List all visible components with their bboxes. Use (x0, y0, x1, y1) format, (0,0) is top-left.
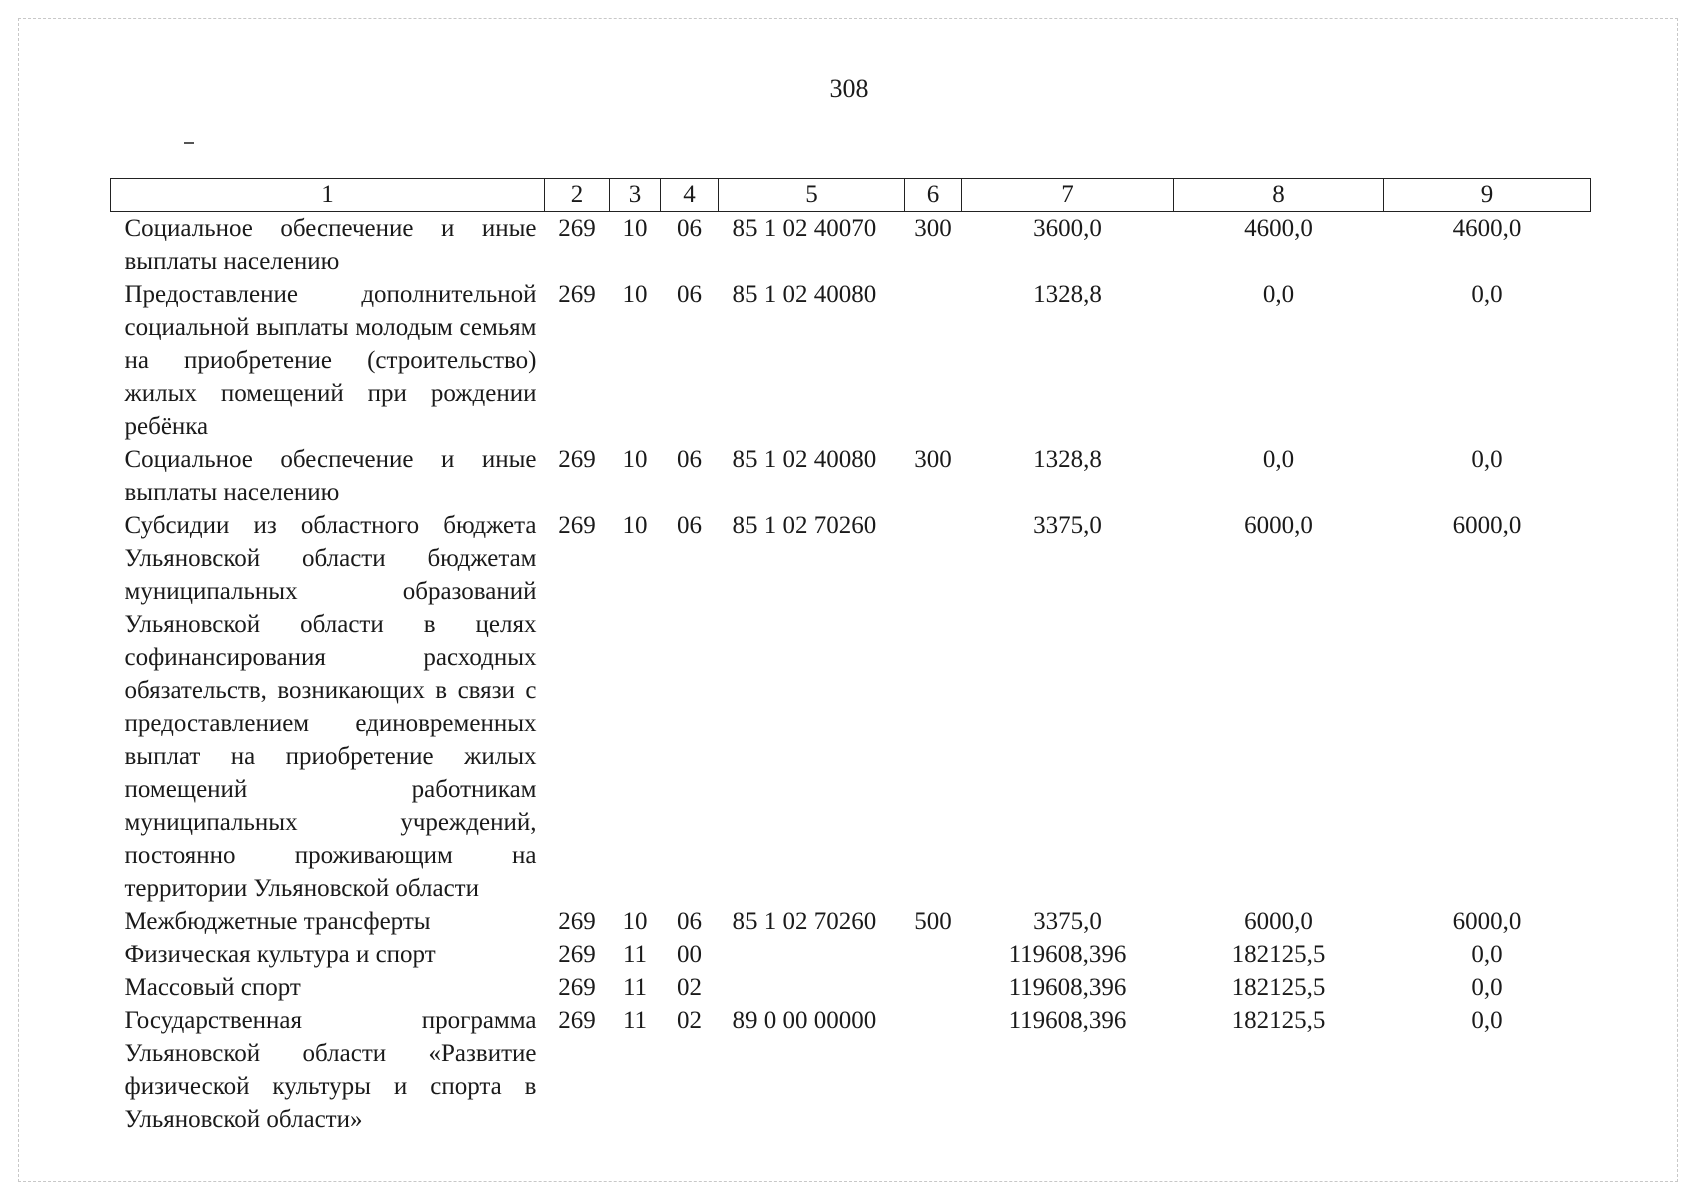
row-code-section: 10 (622, 512, 648, 539)
header-cell: 8 (1174, 179, 1384, 212)
row-amount-col9: 0,0 (1471, 1007, 1503, 1034)
row-code-section: 11 (622, 974, 648, 1001)
row-code-subsection: 06 (677, 446, 702, 473)
row-code-ministry: 269 (558, 974, 596, 1001)
row-code-expense-type: 300 (914, 215, 952, 242)
row-name: Массовый спорт (124, 974, 301, 1001)
row-name: Межбюджетные трансферты (124, 908, 431, 935)
row-code-target: 85 1 02 40080 (732, 446, 877, 473)
row-code-subsection: 06 (677, 281, 702, 308)
row-code-section: 10 (622, 215, 648, 242)
row-amount-col8: 182125,5 (1231, 974, 1326, 1001)
row-code-expense-type: 500 (914, 908, 952, 935)
row-code-expense-type (905, 509, 962, 905)
row-amount-col8: 182125,5 (1231, 1007, 1326, 1034)
header-cell: 9 (1384, 179, 1591, 212)
row-amount-col8: 6000,0 (1244, 512, 1313, 539)
row-name: Социальное обеспечение и иные выплаты населению (124, 215, 537, 275)
row-code-ministry: 269 (558, 215, 596, 242)
row-amount-col8: 4600,0 (1244, 215, 1313, 242)
header-cell: 3 (610, 179, 661, 212)
row-code-subsection: 06 (677, 215, 702, 242)
row-amount-col8: 6000,0 (1244, 908, 1313, 935)
row-amount-col7: 1328,8 (1033, 446, 1102, 473)
table-row (111, 443, 1591, 509)
row-amount-col9: 0,0 (1471, 281, 1503, 308)
row-code-section: 11 (622, 941, 648, 968)
row-amount-col7: 119608,396 (1008, 941, 1127, 968)
header-cell: 7 (962, 179, 1174, 212)
row-amount-col9: 0,0 (1471, 446, 1503, 473)
dash-mark (184, 142, 194, 144)
header-cell: 5 (719, 179, 905, 212)
row-name: Государственная программа Ульяновской области «Развитие физической культуры и спорта в Ульяновской области» (124, 1007, 537, 1133)
row-amount-col7: 3375,0 (1033, 512, 1102, 539)
row-code-expense-type (905, 971, 962, 1004)
table-row (111, 212, 1591, 279)
row-amount-col9: 0,0 (1471, 974, 1503, 1001)
row-code-ministry: 269 (558, 446, 596, 473)
row-code-target (719, 938, 905, 971)
row-name: Субсидии из областного бюджета Ульяновской области бюджетам муниципальных образований Ульяновской области в целях софинансирования расходных обязательств, возникающих в связи с предоставлением единовременных выплат на приобретение жилых помещений работникам муниципальных учреждений, постоянно проживающим на территории Ульяновской области (124, 512, 537, 902)
row-code-target: 89 0 00 00000 (732, 1007, 877, 1034)
row-amount-col9: 6000,0 (1452, 512, 1522, 539)
table-row (111, 1004, 1591, 1136)
row-code-expense-type (905, 278, 962, 443)
row-code-ministry: 269 (558, 1007, 596, 1034)
row-code-section: 10 (622, 446, 648, 473)
budget-table (110, 178, 1591, 1136)
row-amount-col8: 0,0 (1262, 281, 1295, 308)
table-row (111, 938, 1591, 971)
row-code-section: 10 (622, 281, 648, 308)
row-name: Физическая культура и спорт (124, 941, 436, 968)
row-code-target: 85 1 02 40080 (732, 281, 877, 308)
row-code-expense-type (905, 1004, 962, 1136)
header-cell: 6 (905, 179, 962, 212)
row-code-subsection: 02 (677, 1007, 702, 1034)
row-code-subsection: 02 (677, 974, 702, 1001)
row-amount-col7: 3600,0 (1033, 215, 1102, 242)
row-code-expense-type: 300 (914, 446, 952, 473)
header-row (111, 179, 1591, 212)
row-code-subsection: 06 (677, 908, 702, 935)
row-amount-col7: 1328,8 (1033, 281, 1102, 308)
header-cell: 1 (111, 179, 545, 212)
header-cell: 2 (545, 179, 610, 212)
row-amount-col9: 0,0 (1471, 941, 1503, 968)
row-code-section: 10 (622, 908, 648, 935)
row-amount-col7: 119608,396 (1008, 974, 1127, 1001)
row-code-ministry: 269 (558, 512, 596, 539)
row-code-target: 85 1 02 40070 (732, 215, 877, 242)
row-name: Социальное обеспечение и иные выплаты населению (124, 446, 537, 506)
table-row (111, 509, 1591, 905)
table-row (111, 971, 1591, 1004)
row-amount-col8: 182125,5 (1231, 941, 1326, 968)
page-number: 308 (829, 74, 869, 103)
row-code-target: 85 1 02 70260 (732, 512, 877, 539)
row-code-subsection: 06 (677, 512, 702, 539)
row-amount-col7: 3375,0 (1033, 908, 1102, 935)
row-amount-col8: 0,0 (1262, 446, 1295, 473)
row-code-ministry: 269 (558, 908, 596, 935)
row-name: Предоставление дополнительной социальной выплаты молодым семьям на приобретение (строительство) жилых помещений при рождении ребёнка (124, 281, 537, 440)
row-code-ministry: 269 (558, 941, 596, 968)
row-code-section: 11 (622, 1007, 648, 1034)
row-code-expense-type (905, 938, 962, 971)
row-amount-col9: 4600,0 (1452, 215, 1522, 242)
table-row (111, 905, 1591, 938)
row-code-target: 85 1 02 70260 (732, 908, 877, 935)
row-amount-col7: 119608,396 (1008, 1007, 1127, 1034)
row-code-target (719, 971, 905, 1004)
table-row (111, 278, 1591, 443)
row-amount-col9: 6000,0 (1452, 908, 1522, 935)
row-code-subsection: 00 (677, 941, 702, 968)
header-cell: 4 (661, 179, 719, 212)
row-code-ministry: 269 (558, 281, 596, 308)
